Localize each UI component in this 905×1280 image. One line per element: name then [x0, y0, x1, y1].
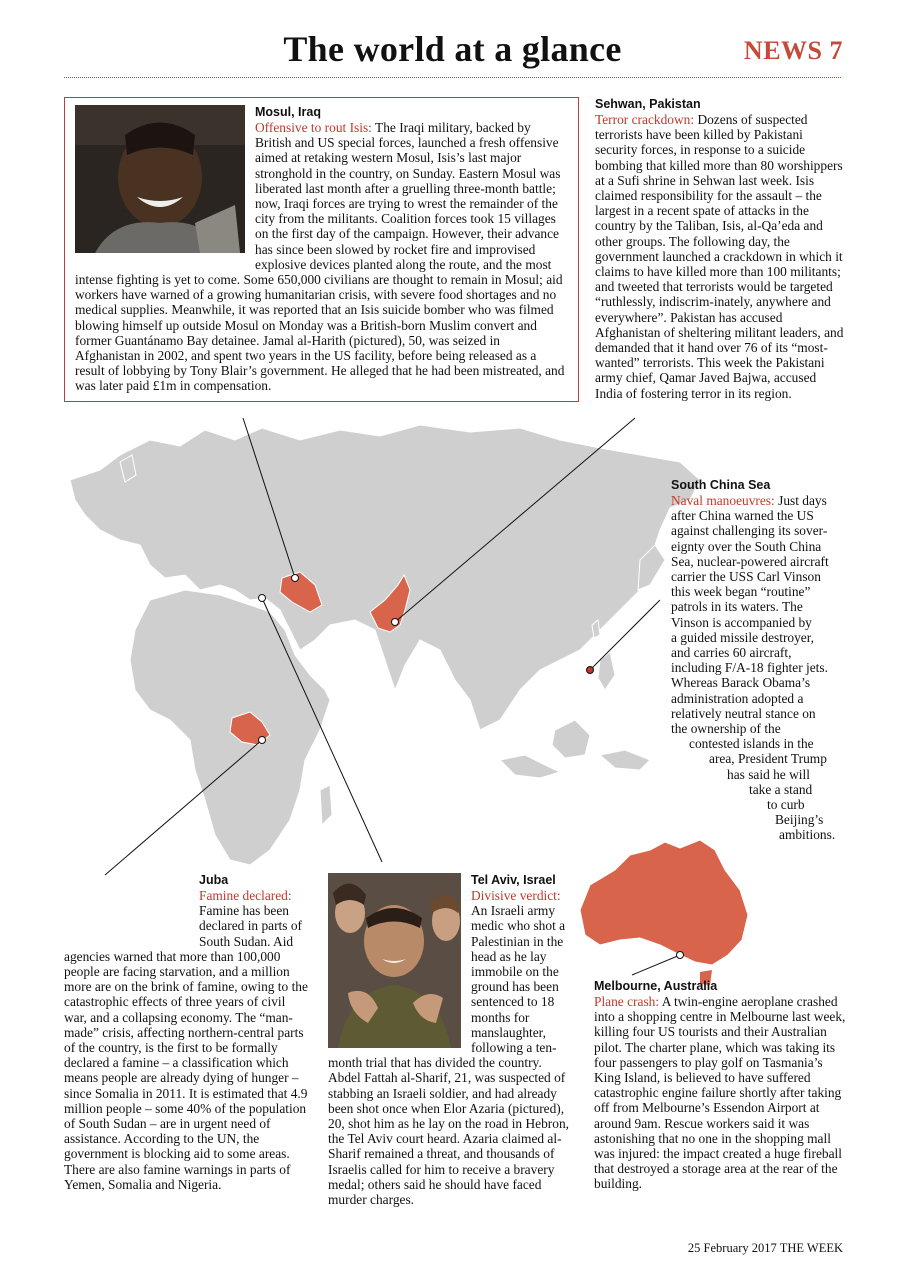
- story-tel-aviv: [328, 873, 576, 1207]
- indonesia-islands: [500, 755, 560, 778]
- scs-line-11: including F/A-18 fighter jets.: [671, 660, 828, 676]
- portrait-illustration: [75, 105, 245, 253]
- melbourne-marker: [677, 952, 684, 959]
- juba-float-spacer: [64, 873, 199, 948]
- melbourne-body: A twin-engine aeroplane crashed into a shopping centre in Melbourne last week, killing four US tourists and their Australian pilot. The charter plane, which was taking its four passengers to play golf on Tasmania’s King Island, is believed to have suffered catastrophic engine failure shortly after taking off from Melbourne’s Essendon Airport at around 9am. Rescue workers said it was astonishing that no one in the shopping mall was injured: the impact created a huge fireball that destroyed a storage area at the rear of the building.: [594, 994, 846, 1192]
- scs-line-17: area, President Trump: [709, 751, 827, 767]
- scs-line-10: and carries 60 aircraft,: [671, 645, 792, 661]
- tel-aviv-marker: [259, 595, 266, 602]
- tel-aviv-kicker: Divisive verdict:: [471, 888, 561, 903]
- juba-place: Juba: [199, 873, 229, 887]
- story-juba: [64, 873, 310, 1192]
- australia-highlight: [580, 840, 748, 965]
- mosul-marker: [292, 575, 299, 582]
- photo-elor-azaria: [328, 873, 461, 1048]
- scs-line-20: to curb: [767, 797, 805, 813]
- sehwan-marker: [392, 619, 399, 626]
- papua-island: [600, 750, 650, 770]
- story-melbourne: [594, 979, 846, 1192]
- scs-line-1: after China warned the US: [671, 508, 814, 524]
- scs-line-7: patrols in its waters. The: [671, 599, 803, 615]
- madagascar-island: [320, 785, 332, 825]
- sehwan-place: Sehwan, Pakistan: [595, 97, 701, 111]
- borneo-island: [552, 720, 590, 758]
- philippines-islands: [598, 652, 615, 690]
- story-mosul: [64, 97, 579, 402]
- scs-line-16: contested islands in the: [689, 736, 814, 752]
- juba-marker: [259, 737, 266, 744]
- juba-kicker: Famine declared:: [199, 888, 292, 903]
- scs-line-14: relatively neutral stance on: [671, 705, 816, 721]
- sehwan-kicker: Terror crackdown:: [595, 112, 695, 127]
- scs-line-21: Beijing’s: [775, 812, 824, 828]
- mosul-body: The Iraqi military, backed by British and US special forces, launched a fresh offensive aimed at retaking western Mosul, Isis’s last major stronghold in the country, on Sunday. Eastern Mosul was liberated last month after a gruelling three-month battle; now, Iraqi forces are trying to wrest the remainder of the city from the militants. Coalition forces took 15 villages on the first day of the campaign. However, their advance has since been slowed by rocket fire and improvised explosive devices planted along the route, and the most intense fighting is yet to come. Some 650,000 civilians are thought to remain in Mosul; aid workers have warned of a growing humanitarian crisis, with severe food shortages and no medical supplies. Meanwhile, it was reported that an Isis suicide bomber who was filmed blowing himself up outside Mosul on Monday was a British-born Muslim convert and former Guantánamo Bay detainee. Jamal al-Harith (pictured), 50, was seized in Afghanistan in 2002, and spent two years in the US facility, before being released as a result of lobbying by Tony Blair’s government. He alleged that he had been mistreated, and was later paid £1m in compensation.: [75, 120, 565, 394]
- melbourne-kicker: Plane crash:: [594, 994, 660, 1009]
- scs-line-6: this week began “routine”: [671, 584, 811, 600]
- section-label: NEWS 7: [743, 36, 843, 65]
- melbourne-leader-line: [632, 955, 680, 975]
- azaria-illustration: [328, 873, 461, 1048]
- land-masses: [70, 425, 700, 865]
- tel-aviv-body: An Israeli army medic who shot a Palestinian in the head as he lay immobile on the ground has been sentenced to 18 months for manslaughter, following a ten-month trial that has divided the country. Abdel Fattah al-Sharif, 21, was suspected of stabbing an Israeli soldier, and had already been shot once when Elor Azaria (pictured), 20, shot him as he lay on the road in Hebron, the Tel Aviv court heard. Azaria claimed al-Sharif remained a threat, and thousands of Israelis called for him to receive a bravery medal; others said he should have faced murder charges.: [328, 903, 569, 1208]
- scs-line-18: has said he will: [727, 766, 810, 782]
- page-title: The world at a glance: [283, 29, 622, 69]
- page-footer: 25 February 2017 THE WEEK: [687, 1241, 843, 1255]
- scs-line-5: carrier the USS Carl Vinson: [671, 569, 821, 585]
- story-south-china-sea: [671, 478, 843, 843]
- sehwan-body: Dozens of suspected terrorists have been killed by Pakistani security forces, in response to a suicide bombing that killed more than 80 worshippers at a Sufi shrine in Sehwan last week. Isis claimed responsibility for the assault – the largest in a recent spate of attacks in the country by the Taliban, Isis, al-Qa’eda and other groups. The following day, the government launched a crackdown in which it claims to have killed more than 100 militants; and tweeted that terrorists would be targeted “ruthlessly, indiscrim-inately, anywhere and everywhere”. Pakistan has accused Afghanistan of sheltering militant leaders, and demanded that it hand over 76 of its “most-wanted” terrorists. This week the Pakistani army chief, Qamar Javed Bajwa, accused India of fostering terror in its region.: [595, 112, 844, 401]
- scs-line-15: the ownership of the: [671, 721, 781, 737]
- south-china-sea-place: South China Sea: [671, 478, 771, 492]
- tel-aviv-place: Tel Aviv, Israel: [471, 873, 556, 887]
- scs-line-8: Vinson is accompanied by: [671, 614, 812, 630]
- juba-body: Famine has been declared in parts of South Sudan. Aid agencies warned that more than 100,000 people are facing starvation, and a million more are on the brink of famine, owing to the catastrophic effects of three years of civil war, and a collapsing economy. The “man-made” crisis, affecting northern-central parts of the country, is the first to be formally declared a famine – a classification which means people are already dying of hunger – since Somalia in 2011. It is estimated that 4.9 million people – some 40% of the population of South Sudan – are in urgent need of assistance. According to the UN, the government is blocking aid to some areas. There are also famine warnings in parts of Yemen, Somalia and Nigeria.: [64, 903, 308, 1192]
- scs-line-12: Whereas Barack Obama’s: [671, 675, 811, 691]
- scs-line-0: Just days: [778, 493, 827, 508]
- photo-jamal-al-harith: [75, 105, 245, 253]
- scs-line-3: eignty over the South China: [671, 538, 822, 554]
- scs-line-19: take a stand: [749, 781, 813, 797]
- melbourne-place: Melbourne, Australia: [594, 979, 718, 993]
- scs-line-22: ambitions.: [779, 827, 836, 843]
- scs-line-2: against challenging its sover-: [671, 523, 828, 539]
- south-china-sea-marker: [587, 667, 594, 674]
- scs-line-13: administration adopted a: [671, 690, 804, 706]
- mosul-kicker: Offensive to rout Isis:: [255, 120, 372, 135]
- scs-line-9: a guided missile destroyer,: [671, 629, 815, 645]
- scs-line-4: Sea, nuclear-powered aircraft: [671, 553, 829, 569]
- mosul-place: Mosul, Iraq: [255, 105, 321, 119]
- story-sehwan: [595, 97, 847, 401]
- south-china-sea-kicker: Naval manoeuvres:: [671, 493, 775, 508]
